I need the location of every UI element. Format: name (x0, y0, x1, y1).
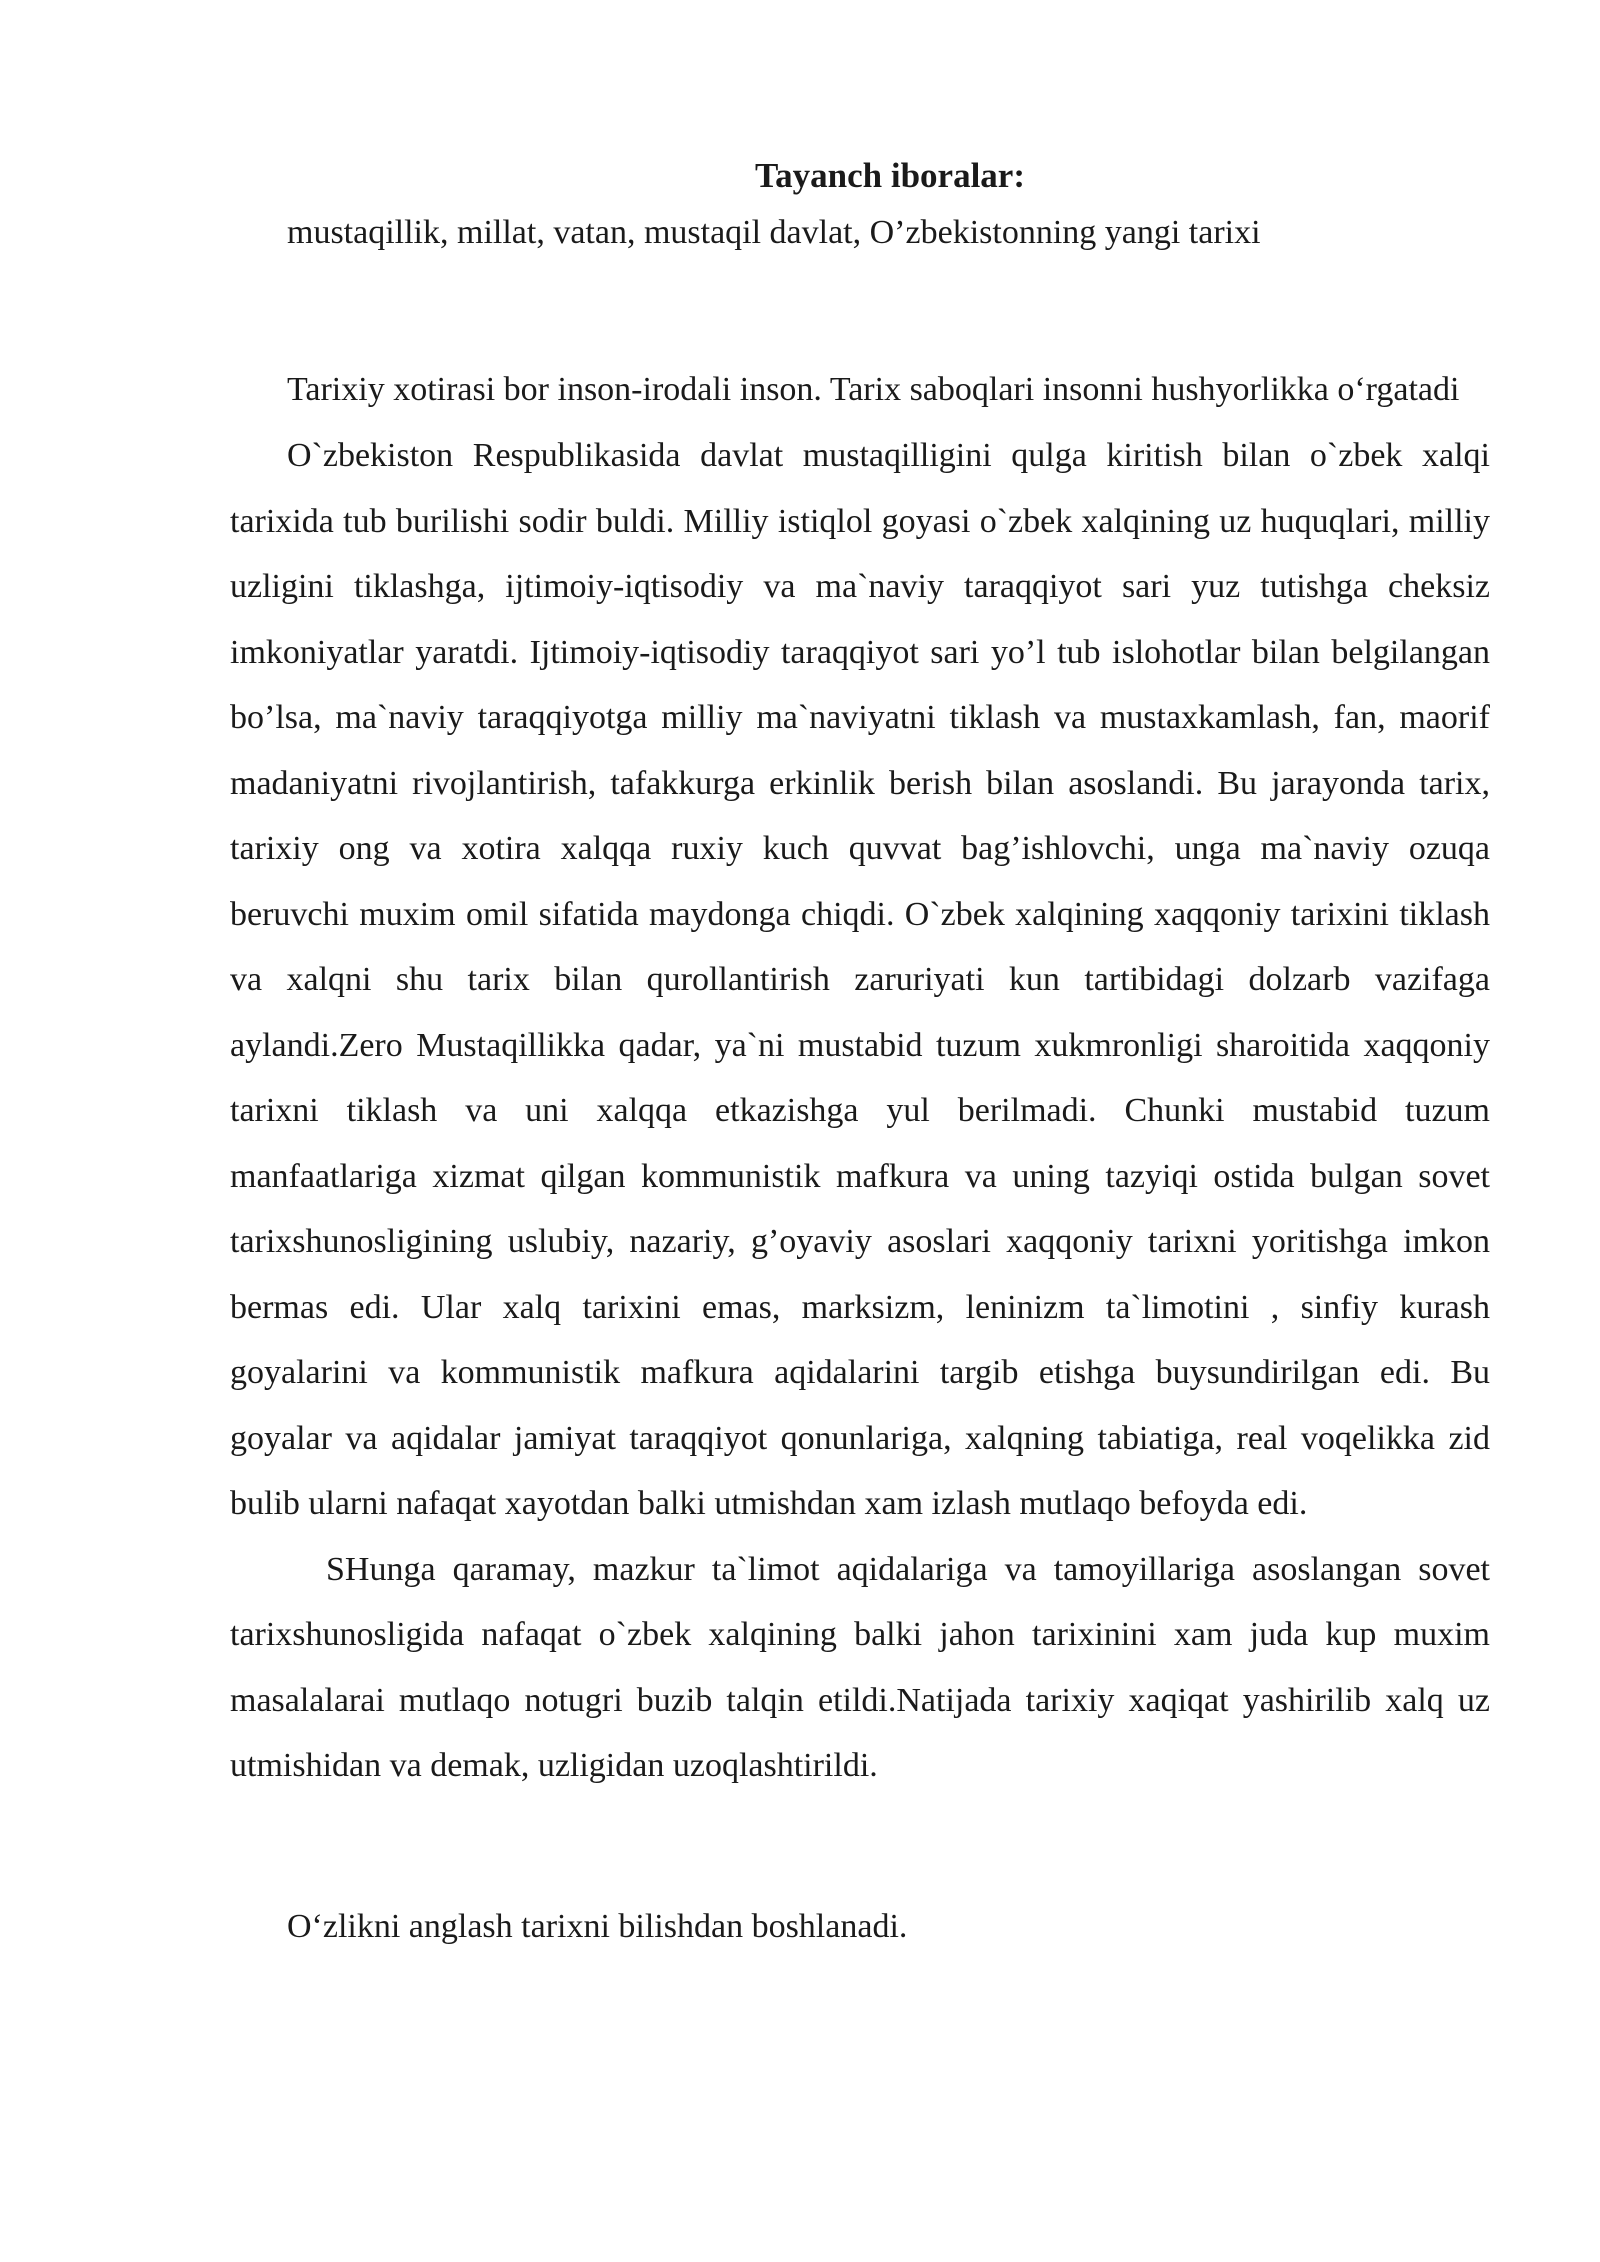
document-page (230, 150, 1490, 1958)
closing-line: O‘zlikni anglash tarixni bilishdan boshlanadi. (287, 1907, 908, 1945)
body-paragraph: SHunga qaramay, mazkur ta`limot aqidalariga va tamoyillariga asoslangan sovet tarixshunosligida nafaqat o`zbek xalqining balki jahon tarixinini xam juda kup muxim masalalarai mutlaqo notugri buzib talqin etildi.Natijada tarixiy xaqiqat yashirilib xalq uz utmishidan va demak, uzligidan uzoqlashtirildi. (230, 1550, 1490, 1784)
page-heading: Tayanch iboralar: (755, 156, 1025, 195)
epigraph-quote: Tarixiy xotirasi bor inson-irodali inson. Tarix saboqlari insonni hushyorlikka o‘rgatadi (287, 371, 1460, 408)
body-paragraph: O`zbekiston Respublikasida davlat mustaqilligini qulga kiritish bilan o`zbek xalqi tarixida tub burilishi sodir buldi. Milliy istiqlol goyasi o`zbek xalqining uz huquqlari, milliy uzligini tiklashga, ijtimoiy-iqtisodiy va ma`naviy taraqqiyot sari yuz tutishga cheksiz imkoniyatlar yaratdi. Ijtimoiy-iqtisodiy taraqqiyot sari yo’l tub islohotlar bilan belgilangan bo’lsa, ma`naviy taraqqiyotga milliy ma`naviyatni tiklash va mustaxkamlash, fan, maorif madaniyatni rivojlantirish, tafakkurga erkinlik berish bilan asoslandi. Bu jarayonda tarix, tarixiy ong va xotira xalqqa ruxiy kuch quvvat bag’ishlovchi, unga ma`naviy ozuqa beruvchi muxim omil sifatida maydonga chiqdi. O`zbek xalqining xaqqoniy tarixini tiklash va xalqni shu tarix bilan qurollantirish zaruriyati kun tartibidagi dolzarb vazifaga aylandi.Zero Mustaqillikka qadar, ya`ni mustabid tuzum xukmronligi sharoitida xaqqoniy tarixni tiklash va uni xalqqa etkazishga yul berilmadi. Chunki mustabid tuzum manfaatlariga xizmat qilgan kommunistik mafkura va uning tazyiqi ostida bulgan sovet tarixshunosligining uslubiy, nazariy, g’oyaviy asoslari xaqqoniy tarixni yoritishga imkon bermas edi. Ular xalq tarixini emas, marksizm, leninizm ta`limotini , sinfiy kurash goyalarini va kommunistik mafkura aqidalarini targib etishga buysundirilgan edi. Bu goyalar va aqidalar jamiyat taraqqiyot qonunlariga, xalqning tabiatiga, real voqelikka zid bulib ularni nafaqat xayotdan balki utmishdan xam izlash mutlaqo befoyda edi. (230, 437, 1490, 1522)
keywords-line: mustaqillik, millat, vatan, mustaqil davlat, O’zbekistonning yangi tarixi (287, 214, 1261, 251)
